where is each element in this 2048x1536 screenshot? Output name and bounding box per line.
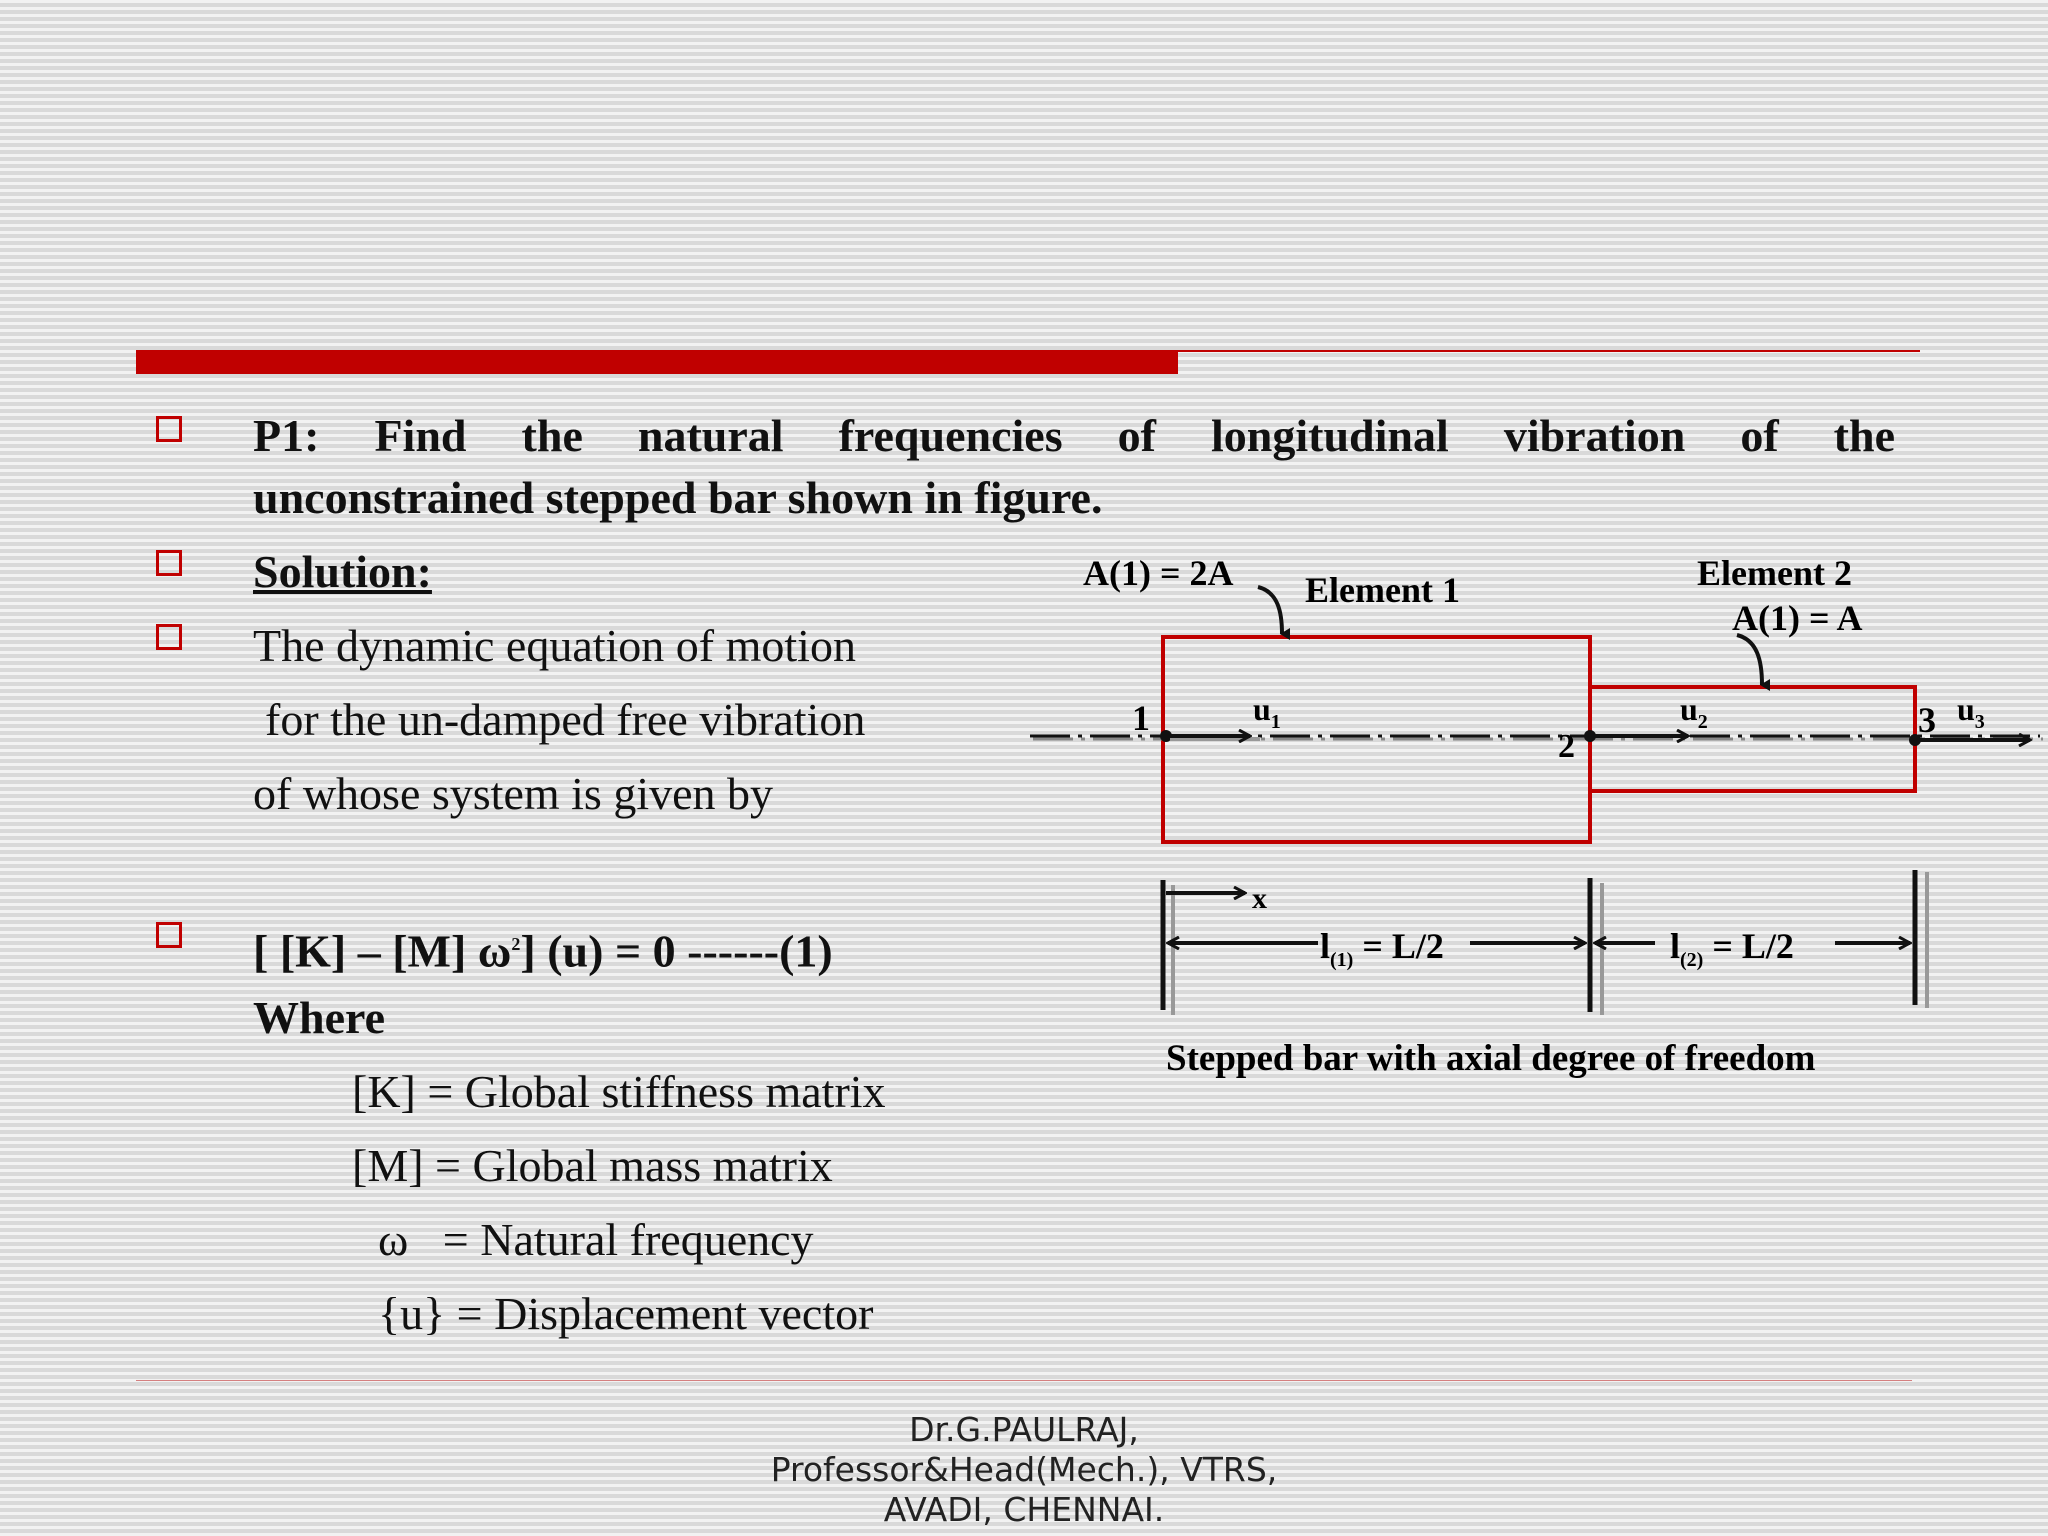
intro-line-3: of whose system is given by: [253, 768, 774, 819]
dim1-label: [1320, 926, 1444, 971]
u2-sub: 2: [1697, 711, 1708, 733]
u2-base: u: [1680, 691, 1698, 727]
intro-line-1: The dynamic equation of motion: [253, 620, 856, 671]
definition-frequency: ω = Natural frequency: [378, 1214, 814, 1265]
footer-line-3: AVADI, CHENNAI.: [883, 1490, 1165, 1529]
intro-line-2: for the un-damped free vibration: [265, 694, 866, 745]
area1-pointer-arrow: [1258, 587, 1282, 634]
u2-label: [1680, 691, 1708, 733]
footer-line-1: Dr.G.PAULRAJ,: [909, 1410, 1139, 1449]
area2-label: A(1) = A: [1732, 598, 1863, 638]
dim1-base: l: [1320, 926, 1331, 966]
dim2-base: l: [1670, 926, 1681, 966]
u1-base: u: [1253, 691, 1271, 727]
area2-pointer-arrow: [1737, 635, 1762, 685]
dim1-value: = L/2: [1353, 926, 1444, 966]
problem-line-1: P1: Find the natural frequencies of longitudinal vibration of the: [253, 410, 1895, 461]
footer-divider: [136, 1380, 1912, 1381]
equation-after: ] (u) = 0 ------(1): [520, 925, 833, 977]
footer-line-2: Professor&Head(Mech.), VTRS,: [770, 1450, 1278, 1489]
problem-line-2: unconstrained stepped bar shown in figure.: [253, 472, 1103, 523]
definition-displacement: {u} = Displacement vector: [378, 1288, 874, 1339]
solution-label: Solution:: [253, 546, 432, 597]
dim2-sub: (2): [1680, 949, 1704, 971]
u3-label: [1957, 691, 1985, 733]
where-label: Where: [253, 992, 386, 1043]
u3-sub: 3: [1974, 711, 1985, 733]
u1-sub: 1: [1270, 711, 1281, 733]
area1-label: A(1) = 2A: [1083, 553, 1234, 593]
footer: [724, 1410, 1324, 1530]
definition-stiffness: [K] = Global stiffness matrix: [352, 1066, 886, 1117]
u1-label: [1253, 691, 1281, 733]
x-label: x: [1252, 882, 1267, 915]
u3-base: u: [1957, 691, 1975, 727]
definition-mass: [M] = Global mass matrix: [352, 1140, 833, 1191]
dim2-label: [1670, 926, 1794, 971]
element2-label: Element 2: [1697, 553, 1852, 593]
node2-label: 2: [1558, 728, 1575, 765]
dim1-sub: (1): [1330, 949, 1354, 971]
node1-label: 1: [1132, 698, 1150, 738]
dim2-value: = L/2: [1703, 926, 1794, 966]
node3-label: 3: [1918, 700, 1936, 740]
equation-before: [ [K] – [M] ω: [253, 925, 512, 977]
figure-caption: Stepped bar with axial degree of freedom: [1166, 1038, 1816, 1079]
equation-superscript: 2: [511, 934, 521, 954]
element1-label: Element 1: [1305, 570, 1460, 610]
